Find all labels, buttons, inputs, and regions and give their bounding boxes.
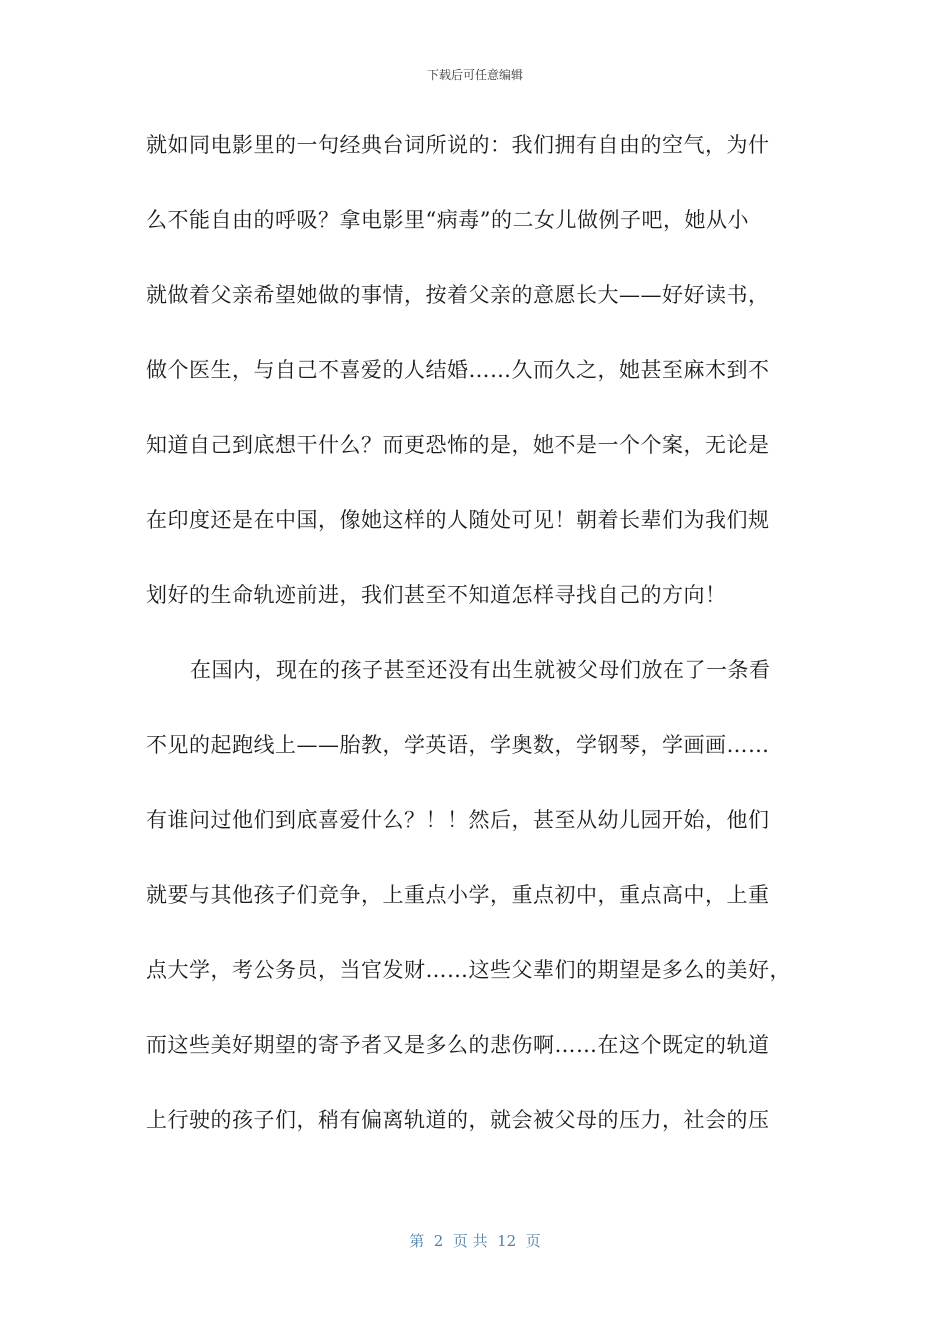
paragraph-line: 就做着父亲希望她做的事情，按着父亲的意愿长大——好好读书， xyxy=(146,283,770,307)
paragraph-line: 就如同电影里的一句经典台词所说的：我们拥有自由的空气，为什 xyxy=(146,133,770,157)
document-body xyxy=(146,128,806,1178)
paragraph-line: 有谁问过他们到底喜爱什么？！！然后，甚至从幼儿园开始，他们 xyxy=(146,808,770,832)
paragraph-line: 不见的起跑线上——胎教，学英语，学奥数，学钢琴，学画画…… xyxy=(146,733,770,757)
paragraph-line: 点大学，考公务员，当官发财……这些父辈们的期望是多么的美好， xyxy=(146,958,791,982)
paragraph-line: 知道自己到底想干什么？而更恐怖的是，她不是一个个案，无论是 xyxy=(146,433,770,457)
paragraph-line: 就要与其他孩子们竞争，上重点小学，重点初中，重点高中，上重 xyxy=(146,883,770,907)
paragraph-line: 而这些美好期望的寄予者又是多么的悲伤啊……在这个既定的轨道 xyxy=(146,1033,770,1057)
paragraph-line: 上行驶的孩子们，稍有偏离轨道的，就会被父母的压力，社会的压 xyxy=(146,1108,770,1132)
page-header-note: 下载后可任意编辑 xyxy=(426,68,523,82)
paragraph-line: 在国内，现在的孩子甚至还没有出生就被父母们放在了一条看 xyxy=(190,658,771,682)
paragraph-line: 么不能自由的呼吸？拿电影里“病毒”的二女儿做例子吧，她从小 xyxy=(146,208,749,232)
paragraph-1 xyxy=(146,128,806,653)
paragraph-2 xyxy=(146,653,806,1178)
page-number-footer: 第 2 页 共 12 页 xyxy=(409,1232,541,1250)
paragraph-line: 划好的生命轨迹前进，我们甚至不知道怎样寻找自己的方向！ xyxy=(146,583,727,607)
paragraph-line: 做个医生，与自己不喜爱的人结婚……久而久之，她甚至麻木到不 xyxy=(146,358,770,382)
paragraph-line: 在印度还是在中国，像她这样的人随处可见！朝着长辈们为我们规 xyxy=(146,508,770,532)
